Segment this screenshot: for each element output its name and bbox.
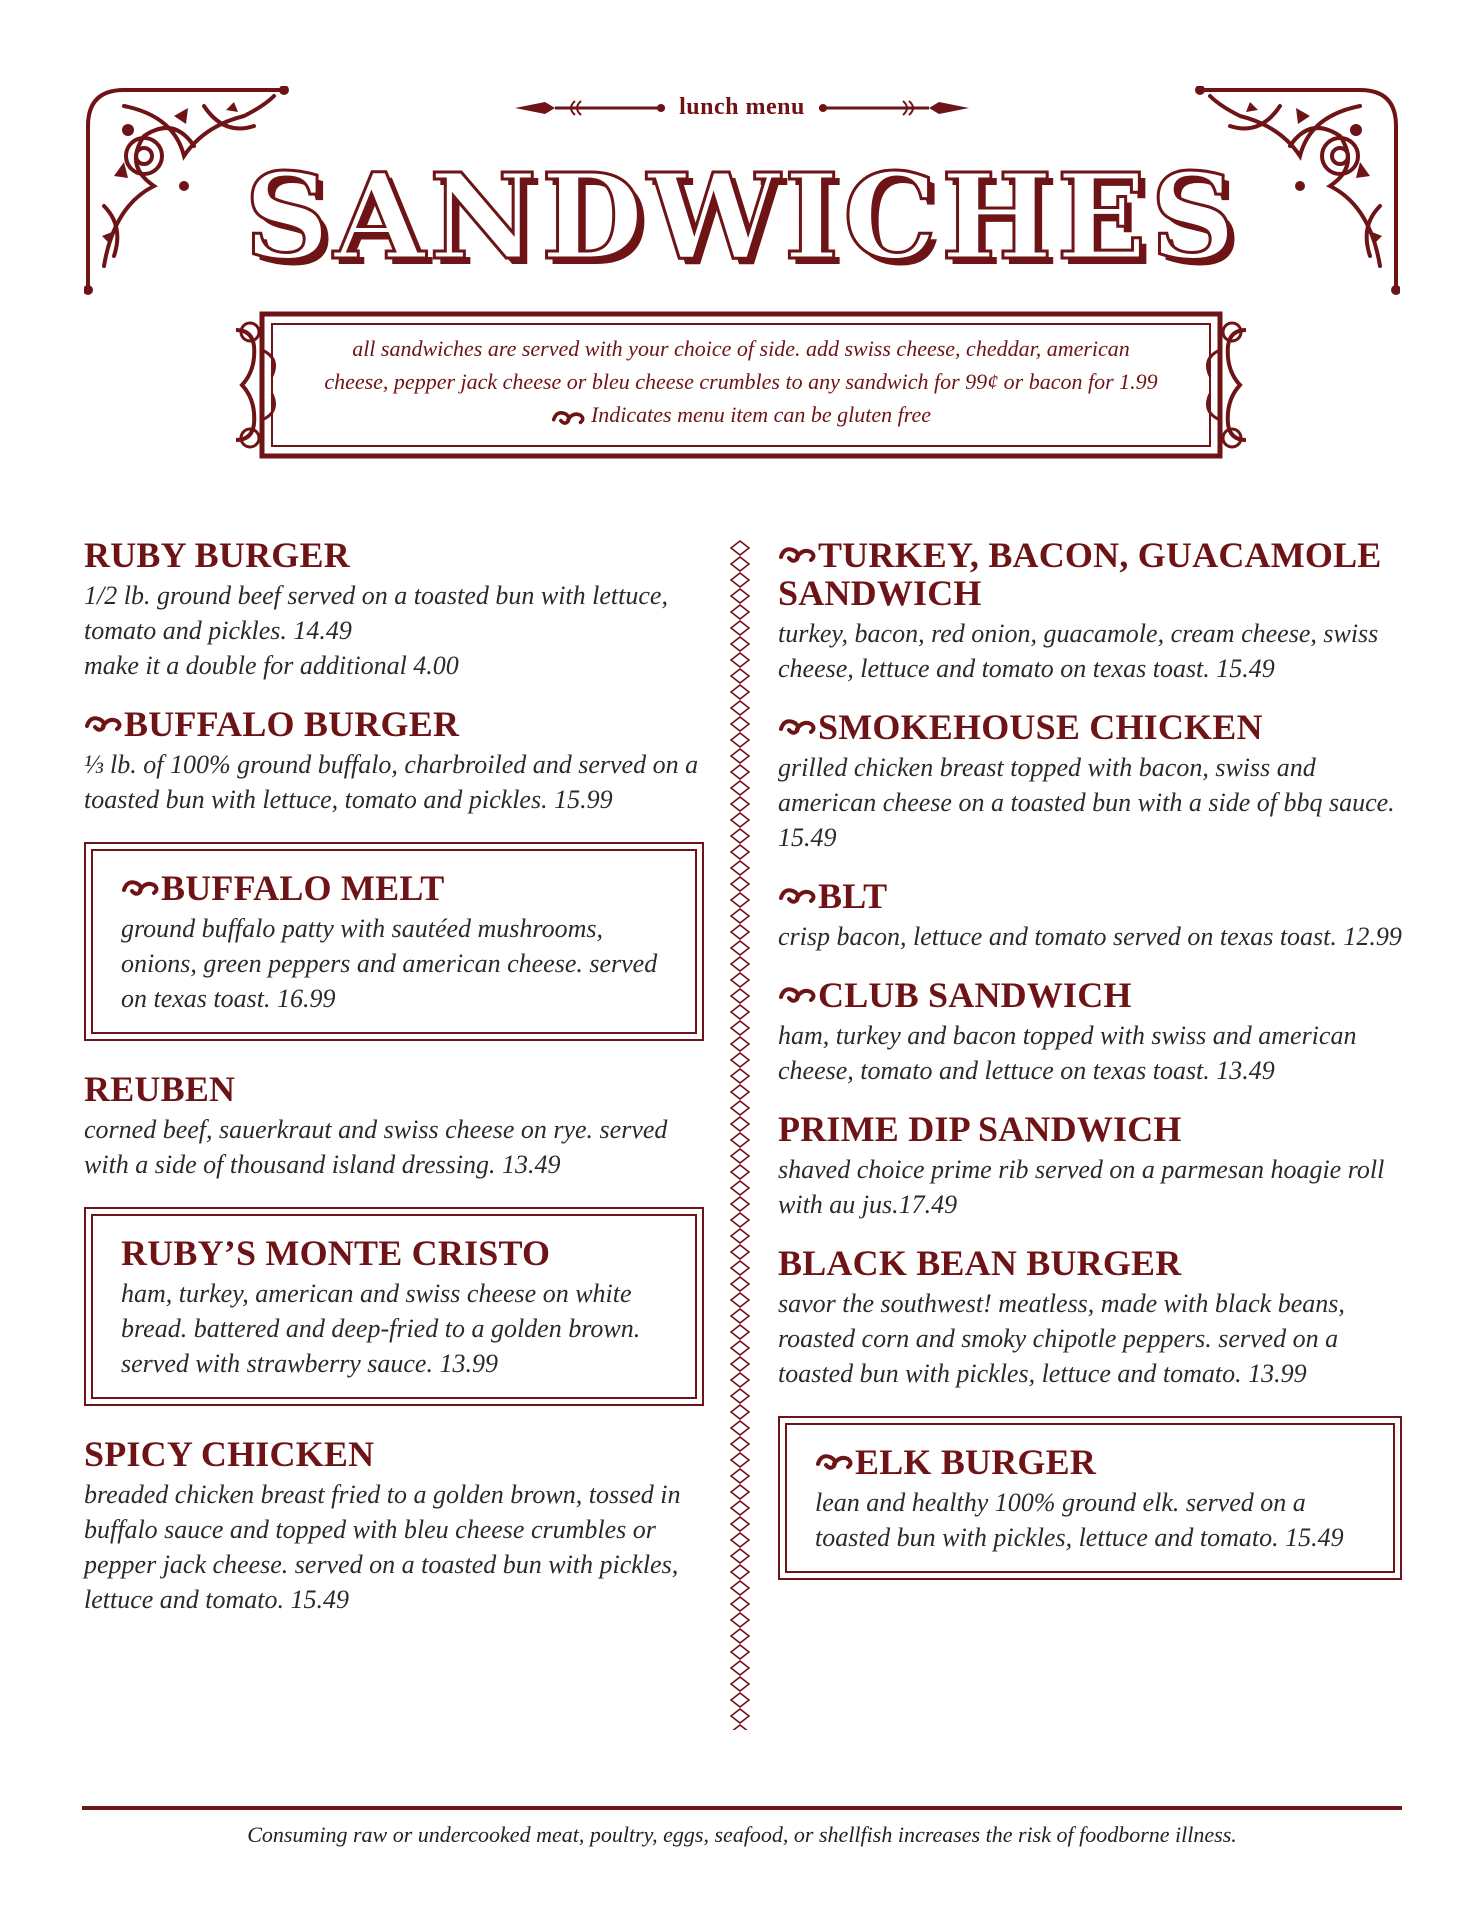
menu-item bbox=[778, 976, 1402, 1088]
gluten-free-legend: Indicates menu item can be gluten free bbox=[590, 402, 932, 427]
menu-item-description: turkey, bacon, red onion, guacamole, cream cheese, swiss cheese, lettuce and tomato on texas toast. 15.49 bbox=[778, 619, 1379, 683]
menu-item-description: grilled chicken breast topped with bacon, swiss and american cheese on a toasted bun with a side of bbq sauce. 15.49 bbox=[778, 753, 1395, 852]
menu-item-name-text: SPICY CHICKEN bbox=[84, 1434, 375, 1474]
menu-item-name-text: CLUB SANDWICH bbox=[818, 975, 1132, 1015]
menu-item-name-text: SMOKEHOUSE CHICKEN bbox=[818, 707, 1263, 747]
menu-item-description: corned beef, sauerkraut and swiss cheese on rye. served with a side of thousand island dressing. 13.49 bbox=[84, 1115, 668, 1179]
menu-item bbox=[84, 536, 704, 683]
footer-divider bbox=[82, 1806, 1402, 1810]
menu-item-description: breaded chicken breast fried to a golden brown, tossed in buffalo sauce and topped with bleu cheese crumbles or pepper jack cheese. served on a toasted bun with pickles, lettuce and tomato. 15.49 bbox=[84, 1480, 681, 1614]
footer-disclaimer: Consuming raw or undercooked meat, poultry, eggs, seafood, or shellfish increases the risk of foodborne illness. bbox=[247, 1822, 1237, 1847]
menu-item-description: crisp bacon, lettuce and tomato served on texas toast. 12.99 bbox=[778, 922, 1402, 951]
menu-item bbox=[778, 708, 1402, 855]
menu-item-name-text: TURKEY, BACON, GUACAMOLE SANDWICH bbox=[778, 535, 1382, 613]
menu-item-name-text: BUFFALO MELT bbox=[161, 868, 445, 908]
menu-item-name bbox=[778, 1110, 1402, 1148]
menu-item bbox=[84, 705, 704, 817]
menu-subtitle-row bbox=[0, 94, 1484, 121]
leaf-swirl-icon bbox=[778, 715, 816, 737]
menu-item-name-text: BLACK BEAN BURGER bbox=[778, 1243, 1182, 1283]
leaf-swirl-icon bbox=[778, 983, 816, 1005]
menu-item bbox=[778, 877, 1402, 954]
menu-item-name-text: BUFFALO BURGER bbox=[124, 704, 460, 744]
menu-item-name bbox=[778, 708, 1402, 746]
menu-item-name-text: RUBY’S MONTE CRISTO bbox=[121, 1233, 551, 1273]
notice-line-1: all sandwiches are served with your choice of side. add swiss cheese, cheddar, american bbox=[352, 336, 1130, 361]
menu-item-name bbox=[815, 1443, 1365, 1481]
featured-menu-item bbox=[785, 1423, 1395, 1573]
menu-item-name bbox=[778, 976, 1402, 1014]
leaf-swirl-icon bbox=[121, 876, 159, 898]
leaf-swirl-icon bbox=[815, 1450, 853, 1472]
ornament-arrow-left-icon bbox=[515, 98, 665, 118]
menu-item-name bbox=[84, 1435, 704, 1473]
menu-item-description: 1/2 lb. ground beef served on a toasted bun with lettuce, tomato and pickles. 14.49 bbox=[84, 581, 668, 645]
menu-column-right bbox=[778, 536, 1402, 1609]
menu-item-name bbox=[121, 869, 667, 907]
menu-subtitle: lunch menu bbox=[679, 94, 805, 120]
menu-item-name bbox=[121, 1234, 667, 1272]
menu-item bbox=[84, 1070, 704, 1182]
notice-text bbox=[292, 332, 1190, 431]
leaf-swirl-icon bbox=[84, 712, 122, 734]
leaf-swirl-icon bbox=[551, 407, 585, 427]
menu-item-name bbox=[778, 536, 1402, 612]
menu-item-description: ground buffalo patty with sautéed mushrooms, onions, green peppers and american cheese. served on texas toast. 16.99 bbox=[121, 914, 658, 1013]
notice-box bbox=[232, 310, 1250, 460]
menu-item-name bbox=[778, 1244, 1402, 1282]
column-divider bbox=[728, 540, 752, 1730]
menu-item-description: ham, turkey and bacon topped with swiss and american cheese, tomato and lettuce on texas toast. 13.49 bbox=[778, 1021, 1357, 1085]
menu-item-description: savor the southwest! meatless, made with black beans, roasted corn and smoky chipotle peppers. served on a toasted bun with pickles, lettuce and tomato. 13.99 bbox=[778, 1289, 1345, 1388]
menu-item-description: lean and healthy 100% ground elk. served on a toasted bun with pickles, lettuce and tomato. 15.49 bbox=[815, 1488, 1344, 1552]
menu-item-name-text: RUBY BURGER bbox=[84, 535, 350, 575]
leaf-swirl-icon bbox=[778, 884, 816, 906]
menu-item bbox=[778, 1244, 1402, 1391]
menu-item bbox=[778, 1110, 1402, 1222]
notice-line-3 bbox=[292, 398, 1190, 431]
featured-menu-item bbox=[91, 1214, 697, 1399]
menu-item-name-text: PRIME DIP SANDWICH bbox=[778, 1109, 1182, 1149]
menu-item-name bbox=[84, 1070, 704, 1108]
menu-item-name bbox=[84, 536, 704, 574]
menu-column-left bbox=[84, 536, 704, 1639]
featured-menu-item bbox=[91, 849, 697, 1034]
leaf-swirl-icon bbox=[778, 543, 816, 565]
menu-item bbox=[84, 1435, 704, 1617]
menu-item-extra: make it a double for additional 4.00 bbox=[84, 651, 459, 680]
page-title: SANDWICHES bbox=[0, 152, 1484, 282]
menu-item bbox=[778, 536, 1402, 686]
menu-item-description: ⅓ lb. of 100% ground buffalo, charbroiled and served on a toasted bun with lettuce, tomato and pickles. 15.99 bbox=[84, 750, 699, 814]
menu-item-name-text: REUBEN bbox=[84, 1069, 236, 1109]
ornament-arrow-right-icon bbox=[819, 98, 969, 118]
menu-item-name-text: BLT bbox=[818, 876, 888, 916]
menu-item-description: shaved choice prime rib served on a parmesan hoagie roll with au jus.17.49 bbox=[778, 1155, 1385, 1219]
menu-item-name bbox=[778, 877, 1402, 915]
menu-item-name bbox=[84, 705, 704, 743]
notice-line-2: cheese, pepper jack cheese or bleu cheese crumbles to any sandwich for 99¢ or bacon for 1.99 bbox=[324, 369, 1158, 394]
menu-item-description: ham, turkey, american and swiss cheese on white bread. battered and deep-fried to a golden brown. served with strawberry sauce. 13.99 bbox=[121, 1279, 641, 1378]
menu-item-name-text: ELK BURGER bbox=[855, 1442, 1097, 1482]
